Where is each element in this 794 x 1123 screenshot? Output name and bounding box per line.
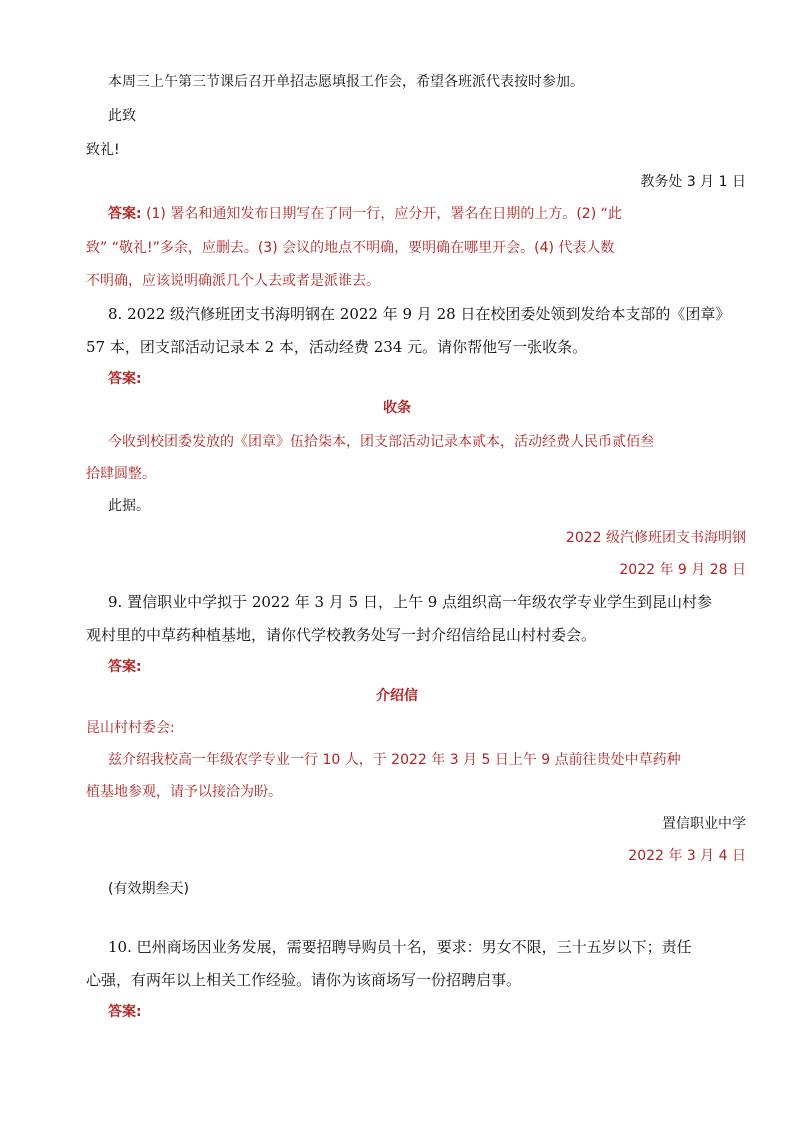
question-8-text: 8. 2022 级汽修班团支书海明钢在 2022 年 9 月 28 日在校团委处领到发给本支部的《团章》 [108,305,731,323]
receipt-signer: 2022 级汽修班团支书海明钢 [565,530,746,546]
receipt-ci-ju: 此据。 [108,498,150,514]
answer-text: 致” “敬礼!”多余，应删去。(3) 会议的地点不明确，要明确在哪里开会。(4) 代表人数 [86,240,615,256]
answer-block-q7 [108,204,622,224]
letter-signer: 置信职业中学 [662,816,746,832]
answer-text: 不明确，应该说明确派几个人去或者是派谁去。 [86,273,380,289]
question-8-text: 57 本，团支部活动记录本 2 本，活动经费 234 元。请你帮他写一张收条。 [86,338,588,356]
receipt-body: 拾肆圆整。 [86,466,156,482]
closing-jingli: 致礼! [86,142,120,158]
answer-label: 答案: [108,206,142,222]
question-10-text: 心强，有两年以上相关工作经验。请你为该商场写一份招聘启事。 [86,971,522,989]
answer-label: 答案: [108,1004,142,1020]
receipt-date: 2022 年 9 月 28 日 [619,562,746,578]
answer-text: (1) 署名和通知发布日期写在了同一行，应分开，署名在日期的上方。(2) “此 [146,206,622,222]
notice-signature: 教务处 3 月 1 日 [640,174,746,190]
letter-title: 介绍信 [376,688,418,704]
notice-body-line: 本周三上午第三节课后召开单招志愿填报工作会，希望各班派代表按时参加。 [108,74,584,90]
letter-body: 兹介绍我校高一年级农学专业一行 10 人，于 2022 年 3 月 5 日上午 9 点前往贵处中草药种 [108,752,681,768]
receipt-title: 收条 [383,400,411,416]
letter-date: 2022 年 3 月 4 日 [628,848,746,864]
receipt-body: 今收到校团委发放的《团章》伍拾柒本，团支部活动记录本贰本，活动经费人民币贰佰叁 [108,434,654,450]
answer-label: 答案: [108,371,142,387]
question-9-text: 观村里的中草药种植基地，请你代学校教务处写一封介绍信给昆山村村委会。 [86,626,597,644]
closing-cizhi: 此致 [108,108,136,124]
letter-validity: (有效期叁天) [108,881,189,897]
question-10-text: 10. 巴州商场因业务发展，需要招聘导购员十名，要求：男女不限，三十五岁以下；责任 [108,938,692,956]
letter-salutation: 昆山村村委会: [86,720,175,736]
answer-label: 答案: [108,659,142,675]
question-9-text: 9. 置信职业中学拟于 2022 年 3 月 5 日，上午 9 点组织高一年级农学专业学生到昆山村参 [108,593,713,611]
letter-body: 植基地参观，请予以接洽为盼。 [86,784,282,800]
